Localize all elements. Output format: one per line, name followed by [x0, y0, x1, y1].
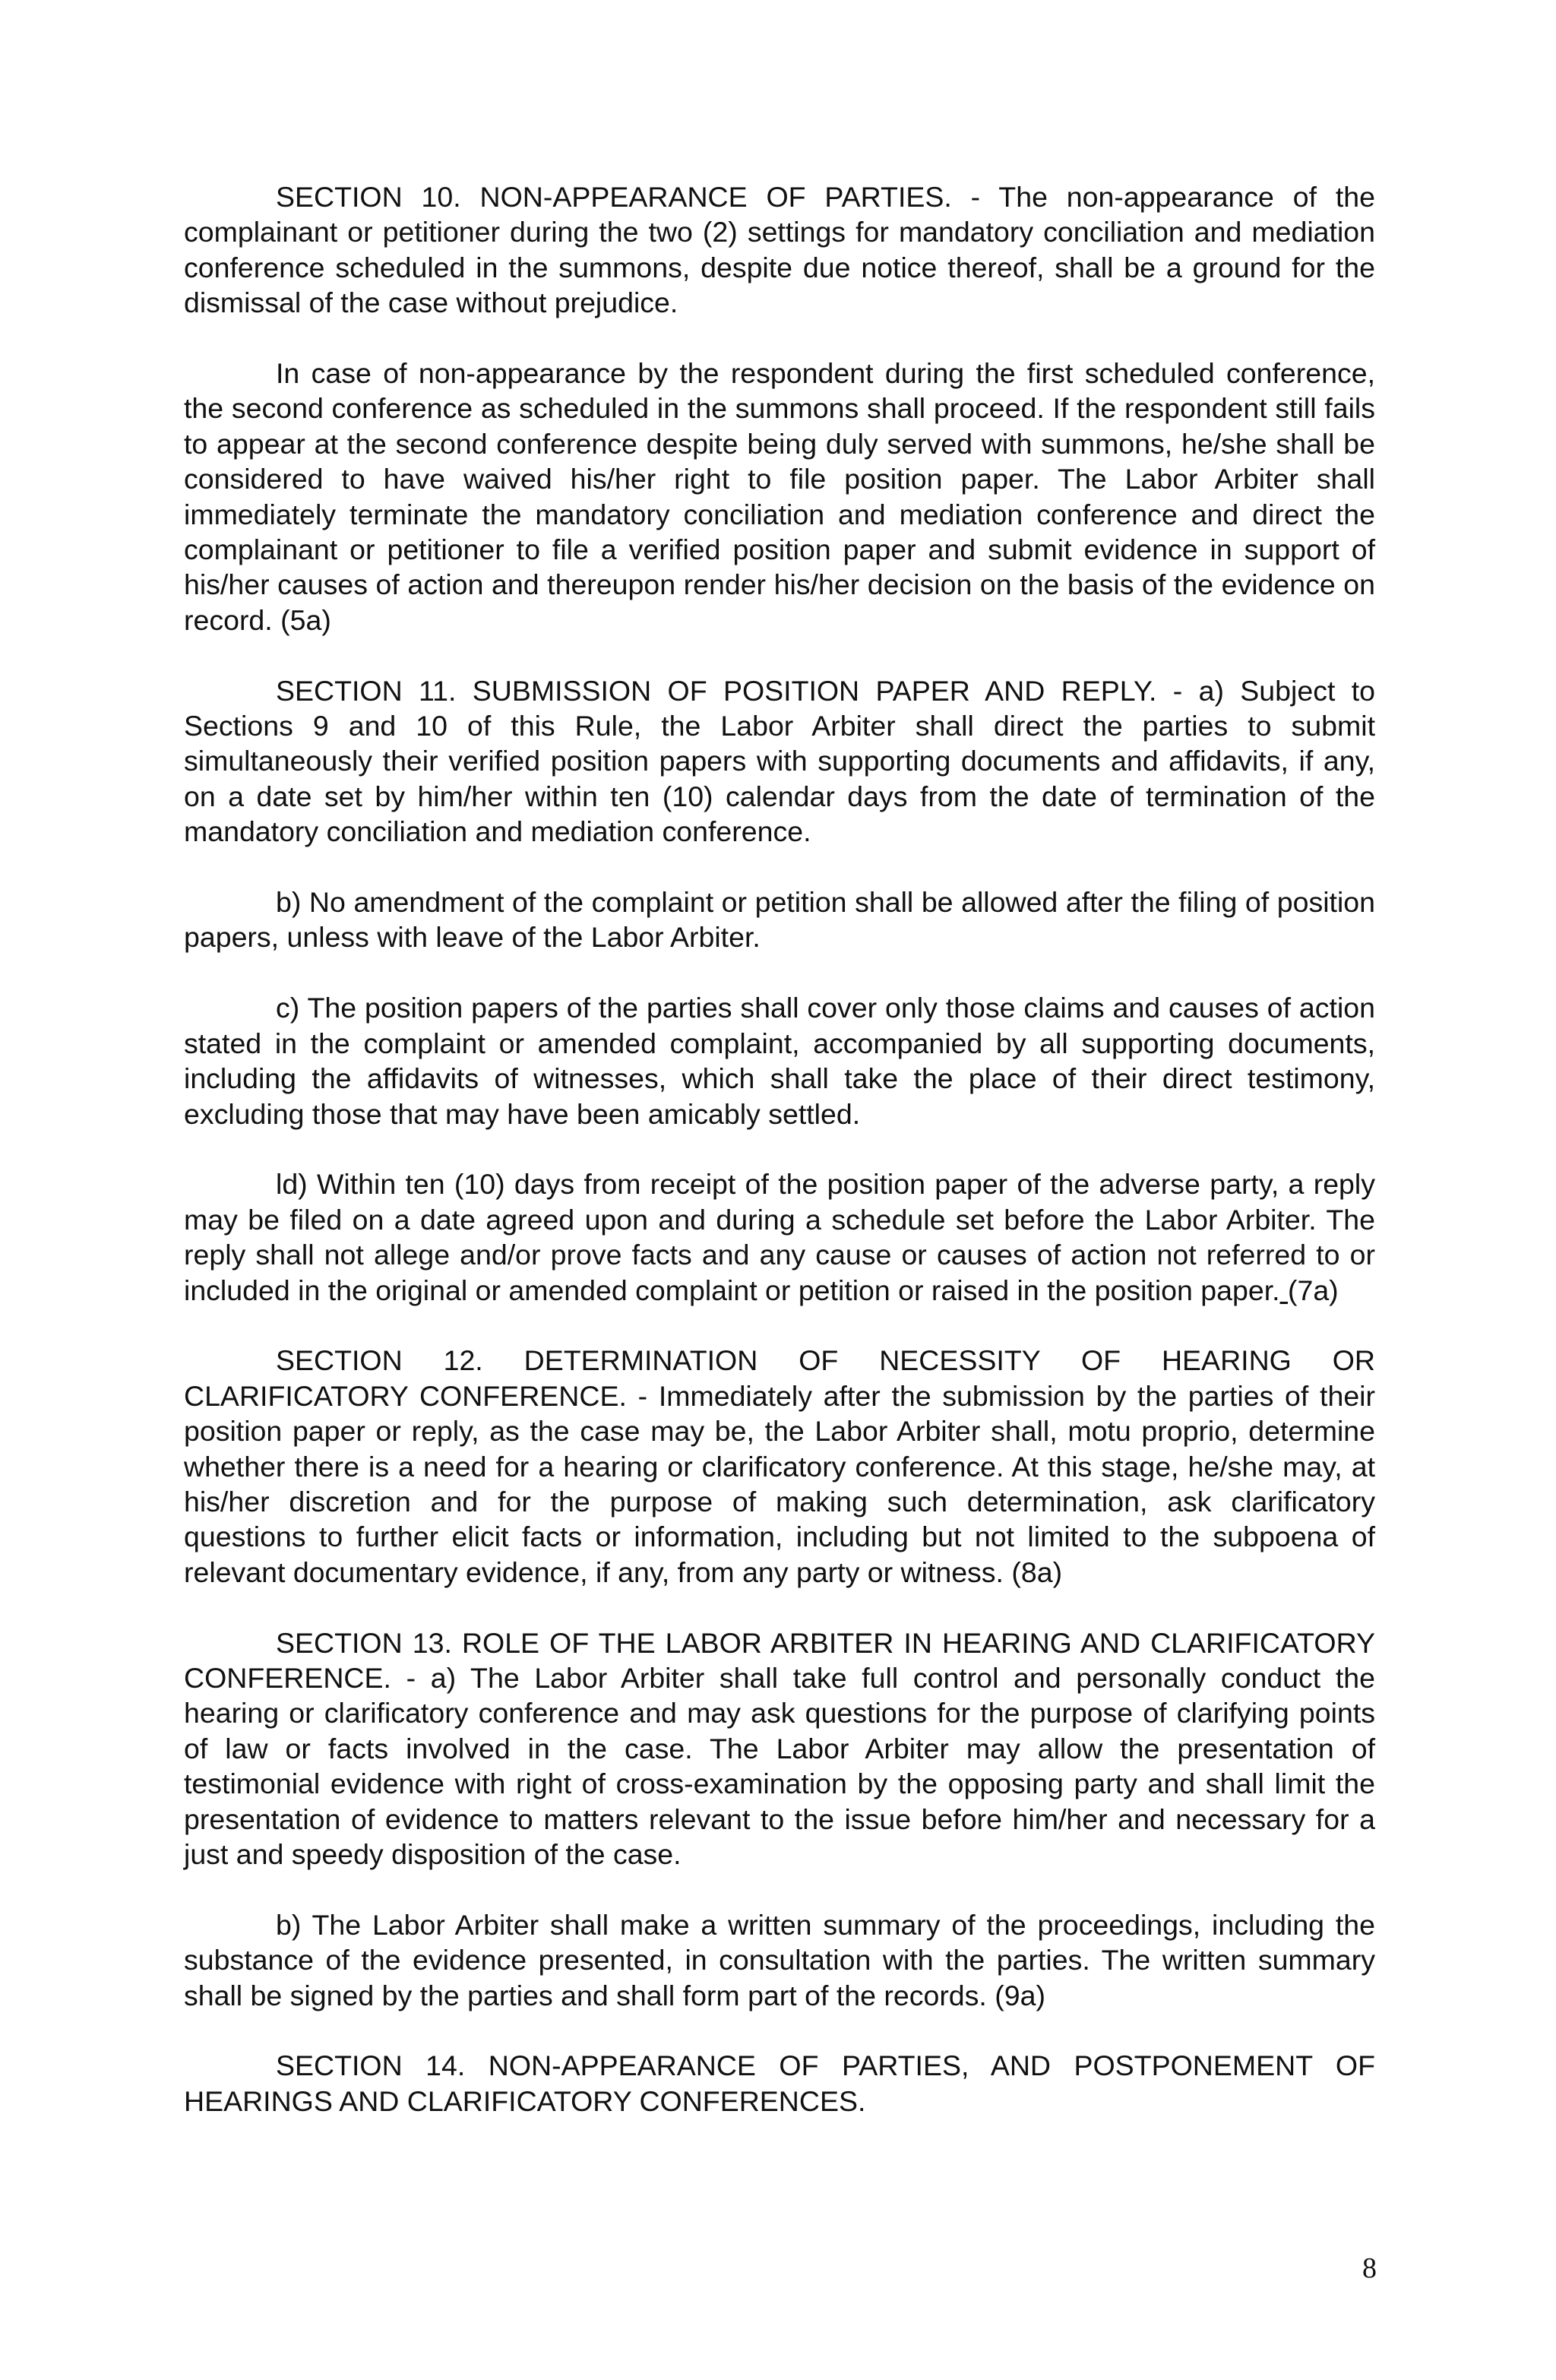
section-14-heading: SECTION 14. NON-APPEARANCE OF PARTIES, AND POSTPONEMENT OF HEARINGS AND CLARIFICATORY CONFERENCES.	[184, 2049, 1375, 2117]
section-11-paragraph: SECTION 11. SUBMISSION OF POSITION PAPER AND REPLY. - a) Subject to Sections 9 and 10 of this Rule, the Labor Arbiter shall direct the parties to submit simultaneously their verified position papers with supporting documents and affidavits, if any, on a date set by him/her within ten (10) calendar days from the date of termination of the mandatory conciliation and mediation conference.	[184, 674, 1375, 848]
document-body	[184, 179, 1375, 2119]
underlined-space	[1280, 1274, 1288, 1306]
reply-paragraph-text: ld) Within ten (10) days from receipt of the position paper of the adverse party, a reply may be filed on a date agreed upon and during a schedule set before the Labor Arbiter. The reply shall not allege and/or prove facts and any cause or causes of action not referred to or included in the original or amended complaint or petition or raised in the position paper.	[184, 1168, 1375, 1306]
position-papers-paragraph: c) The position papers of the parties shall cover only those claims and causes of action stated in the complaint or amended complaint, accompanied by all supporting documents, including the affidavits of witnesses, which shall take the place of their direct testimony, excluding those that may have been amicably settled.	[184, 992, 1375, 1130]
amendment-paragraph: b) No amendment of the complaint or petition shall be allowed after the filing of position papers, unless with leave of the Labor Arbiter.	[184, 886, 1375, 954]
reply-paragraph	[184, 1166, 1375, 1308]
section-12-paragraph: SECTION 12. DETERMINATION OF NECESSITY OF HEARING OR CLARIFICATORY CONFERENCE. - Immediately after the submission by the parties of their position paper or reply, as the case may be, the Labor Arbiter shall, motu proprio, determine whether there is a need for a hearing or clarificatory conference. At this stage, he/she may, at his/her discretion and for the purpose of making such determination, ask clarificatory questions to further elicit facts or information, including but not limited to the subpoena of relevant documentary evidence, if any, from any party or witness. (8a)	[184, 1344, 1375, 1588]
written-summary-paragraph: b) The Labor Arbiter shall make a written summary of the proceedings, including the substance of the evidence presented, in consultation with the parties. The written summary shall be signed by the parties and shall form part of the records. (9a)	[184, 1908, 1375, 2011]
section-10-paragraph: SECTION 10. NON-APPEARANCE OF PARTIES. - The non-appearance of the complainant or petitioner during the two (2) settings for mandatory conciliation and mediation conference scheduled in the summons, despite due notice thereof, shall be a ground for the dismissal of the case without prejudice.	[184, 181, 1375, 319]
page-number: 8	[1362, 2252, 1377, 2284]
reply-paragraph-citation: (7a)	[1287, 1274, 1339, 1306]
respondent-non-appearance-paragraph: In case of non-appearance by the respondent during the first scheduled conference, the second conference as scheduled in the summons shall proceed. If the respondent still fails to appear at the second conference despite being duly served with summons, he/she shall be considered to have waived his/her right to file position paper. The Labor Arbiter shall immediately terminate the mandatory conciliation and mediation conference and direct the complainant or petitioner to file a verified position paper and submit evidence in support of his/her causes of action and thereupon render his/her decision on the basis of the evidence on record. (5a)	[184, 357, 1375, 636]
section-13-paragraph: SECTION 13. ROLE OF THE LABOR ARBITER IN HEARING AND CLARIFICATORY CONFERENCE. - a) The Labor Arbiter shall take full control and personally conduct the hearing or clarificatory conference and may ask questions for the purpose of clarifying points of law or facts involved in the case. The Labor Arbiter may allow the presentation of testimonial evidence with right of cross-examination by the opposing party and shall limit the presentation of evidence to matters relevant to the issue before him/her and necessary for a just and speedy disposition of the case.	[184, 1626, 1375, 1870]
